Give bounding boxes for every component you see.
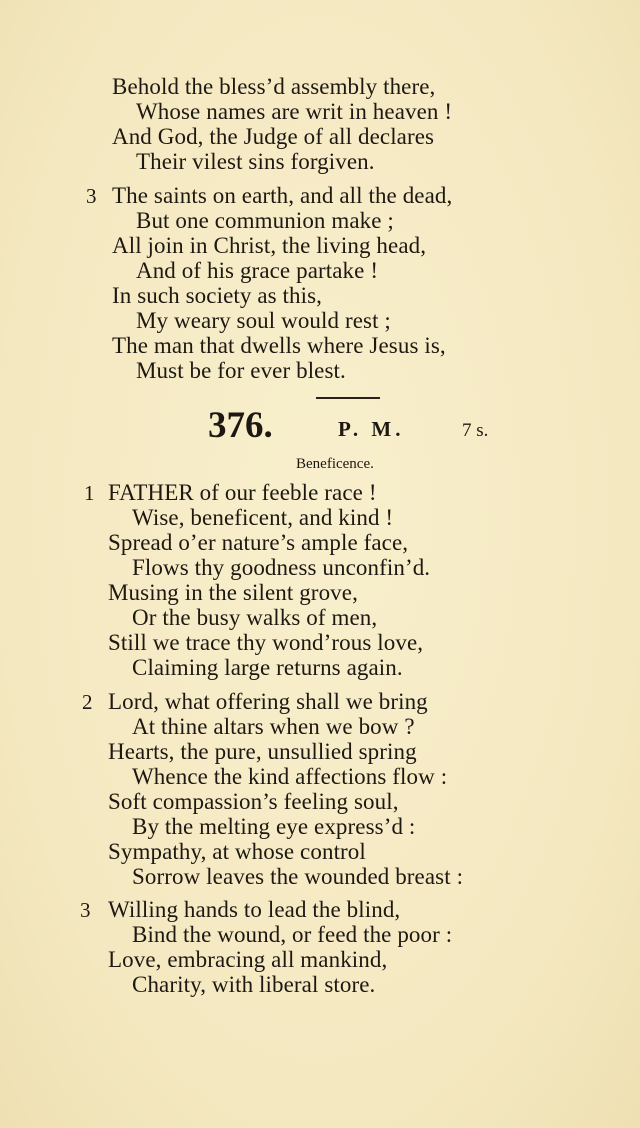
verse-line: Still we trace thy wond’rous love, (108, 630, 424, 655)
verse-line: Their vilest sins forgiven. (136, 149, 375, 174)
verse-line: Charity, with liberal store. (132, 972, 376, 997)
verse-line: Hearts, the pure, unsullied spring (108, 739, 417, 764)
verse-line: In such society as this, (112, 283, 323, 308)
verse-line: Bind the wound, or feed the poor : (132, 922, 453, 947)
hymn-meter-note: 7 s. (462, 420, 489, 441)
hymn-meter: P. M. (338, 417, 405, 441)
verse-line: All join in Christ, the living head, (112, 233, 427, 258)
verse-line: Must be for ever blest. (136, 358, 346, 383)
verse-line: Sympathy, at whose control (108, 839, 366, 864)
verse-line: Whence the kind affections flow : (132, 764, 448, 789)
verse-line: And God, the Judge of all declares (112, 124, 435, 149)
section-divider (316, 397, 380, 399)
verse-line: Soft compassion’s feeling soul, (108, 789, 399, 814)
verse-line: Or the busy walks of men, (132, 605, 378, 630)
verse-line: But one communion make ; (136, 208, 394, 233)
verse-line: Spread o’er nature’s ample face, (108, 530, 409, 555)
verse-line: At thine altars when we bow ? (132, 714, 415, 739)
stanza-number: 1 (84, 481, 95, 505)
verse-line: By the melting eye express’d : (132, 814, 416, 839)
stanza-number: 2 (82, 690, 93, 714)
verse-line: Whose names are writ in heaven ! (136, 99, 453, 124)
verse-line: Behold the bless’d assembly there, (112, 74, 436, 99)
verse-line: The man that dwells where Jesus is, (112, 333, 446, 358)
stanza-number: 3 (86, 184, 97, 208)
verse-line: Wise, beneficent, and kind ! (132, 505, 394, 530)
verse-line: And of his grace partake ! (136, 258, 379, 283)
verse-line: Willing hands to lead the blind, (108, 897, 401, 922)
verse-line: My weary soul would rest ; (136, 308, 391, 333)
verse-line: The saints on earth, and all the dead, (112, 183, 453, 208)
verse-line: Sorrow leaves the wounded breast : (132, 864, 464, 889)
hymn-number: 376. (208, 405, 273, 446)
verse-line: Love, embracing all mankind, (108, 947, 388, 972)
verse-line: FATHER of our feeble race ! (108, 480, 377, 505)
verse-line: Lord, what offering shall we bring (108, 689, 428, 714)
stanza-number: 3 (80, 898, 91, 922)
hymn-title: Beneficence. (296, 456, 374, 472)
verse-line: Claiming large returns again. (132, 655, 403, 680)
verse-line: Flows thy goodness unconfin’d. (132, 555, 431, 580)
verse-line: Musing in the silent grove, (108, 580, 358, 605)
